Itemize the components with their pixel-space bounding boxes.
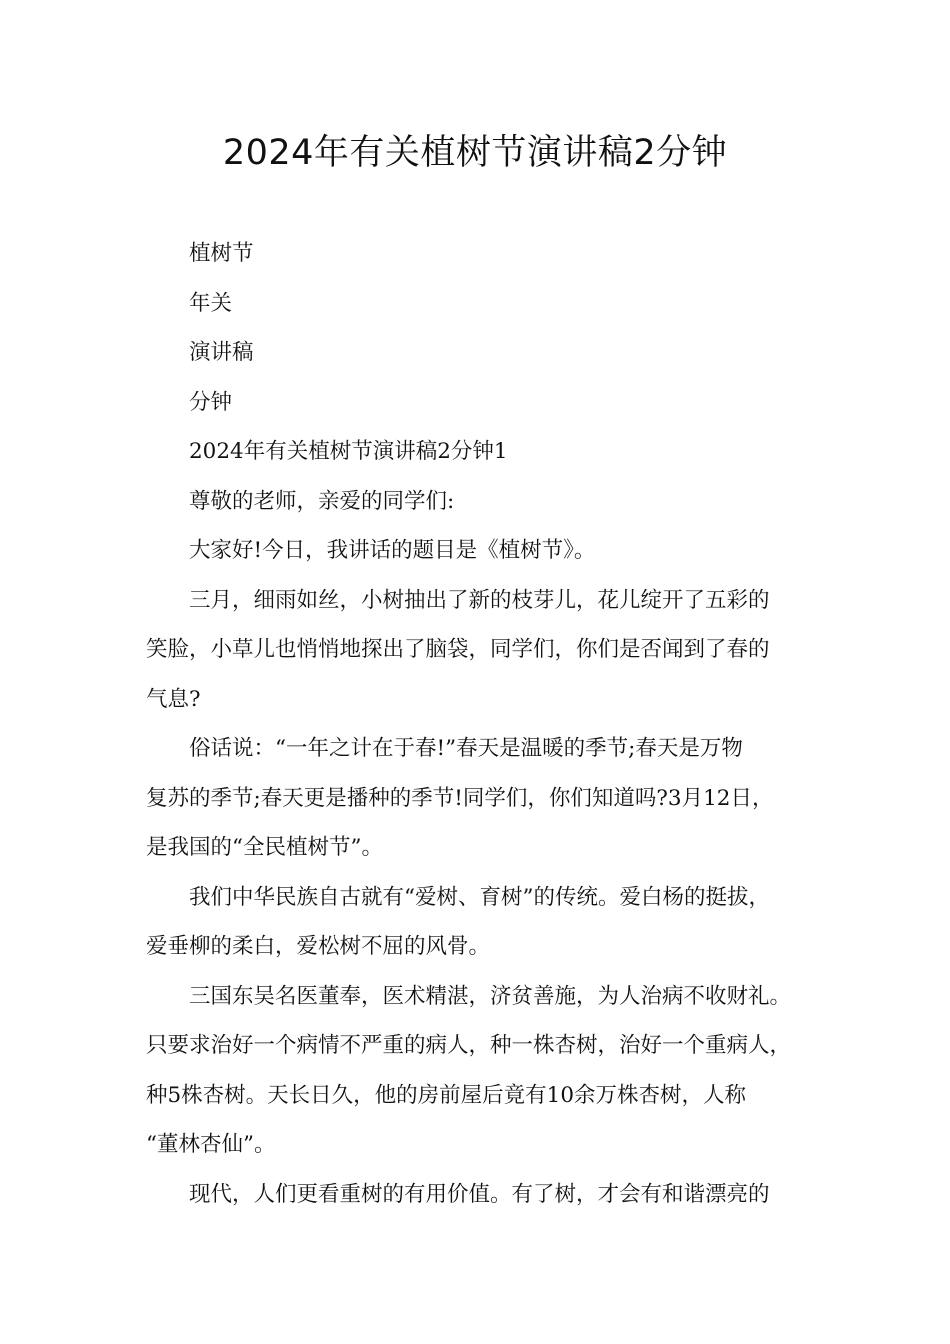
paragraph-line: 复苏的季节;春天更是播种的季节!同学们，你们知道吗?3月12日， — [146, 785, 774, 811]
document-title: 2024年有关植树节演讲稿2分钟 — [222, 133, 728, 173]
keyword-line: 年关 — [189, 290, 233, 316]
paragraph-line: 大家好!今日，我讲话的题目是《植树节》。 — [189, 538, 596, 563]
paragraph-line: 俗话说：“一年之计在于春!”春天是温暖的季节;春天是万物 — [189, 736, 743, 761]
keyword-line: 演讲稿 — [189, 340, 254, 365]
paragraph-line: 三国东吴名医董奉，医术精湛，济贫善施，为人治病不收财礼。 — [189, 983, 792, 1009]
paragraph-line: 气息? — [146, 686, 201, 712]
paragraph — [146, 1170, 822, 1220]
paragraph-line: 是我国的“全民植树节”。 — [146, 835, 383, 860]
paragraph-line: 只要求治好一个病情不严重的病人，种一株杏树，治好一个重病人， — [146, 1033, 792, 1058]
paragraph — [146, 972, 822, 1170]
keyword-line: 植树节 — [189, 241, 254, 266]
paragraph-line: 三月，细雨如丝，小树抽出了新的枝芽儿，花儿绽开了五彩的 — [189, 587, 770, 613]
paragraph — [146, 873, 822, 972]
paragraph-line: 现代，人们更看重树的有用价值。有了树，才会有和谐漂亮的 — [189, 1181, 770, 1207]
paragraph-line: 笑脸，小草儿也悄悄地探出了脑袋，同学们，你们是否闻到了春的 — [146, 637, 770, 662]
paragraph — [146, 724, 822, 873]
paragraph-line: 爱垂柳的柔白，爱松树不屈的风骨。 — [146, 934, 491, 959]
keyword-line: 分钟 — [189, 389, 233, 415]
paragraph — [146, 526, 822, 576]
section-subtitle: 2024年有关植树节演讲稿2分钟1 — [189, 439, 508, 464]
paragraph-line: 种5株杏树。天长日久，他的房前屋后竟有10余万株杏树，人称 — [146, 1082, 747, 1108]
document-body — [146, 229, 822, 1219]
salutation: 尊敬的老师，亲爱的同学们: — [189, 488, 455, 514]
paragraph-line: “董林杏仙”。 — [146, 1132, 276, 1157]
paragraph-line: 我们中华民族自古就有“爱树、育树”的传统。爱白杨的挺拔， — [189, 884, 770, 910]
paragraph — [146, 576, 822, 725]
